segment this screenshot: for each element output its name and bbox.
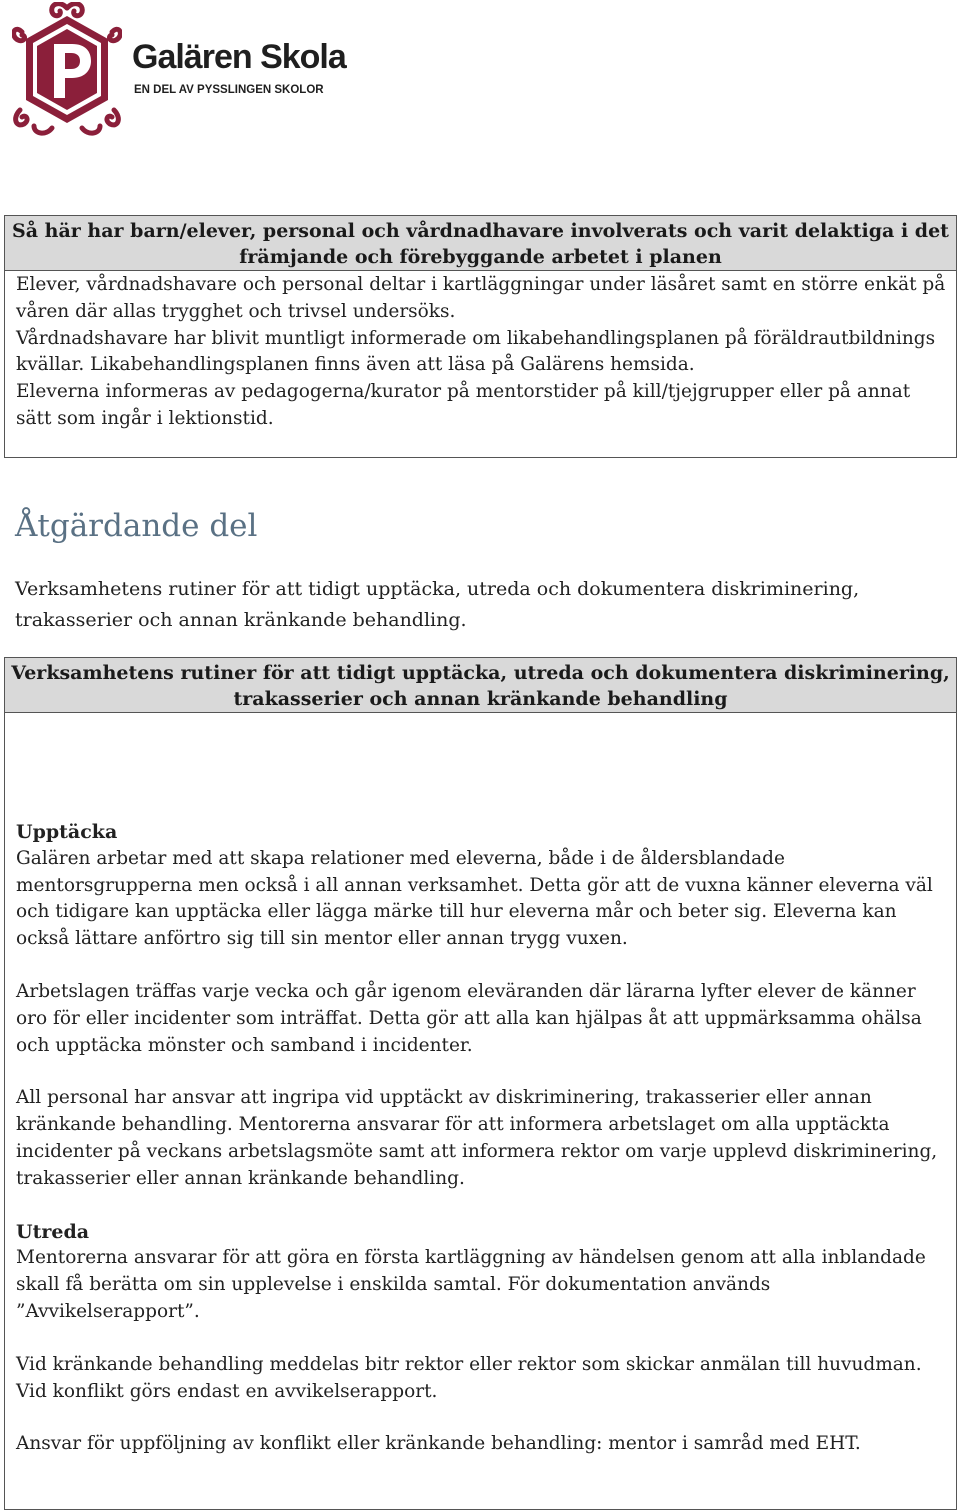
involvement-box-body: [5, 271, 956, 433]
upptacka-paragraph: Arbetslagen träffas varje vecka och går igenom eleväranden där lärarna lyfter elever de känner oro för eller incidenter som inträffat. Detta gör att alla kan hjälpas åt att uppmärksamma ohälsa och upptäcka mönster och samband i incidenter.: [16, 980, 922, 1056]
involvement-box: [4, 215, 957, 458]
involvement-box-header: Så här har barn/elever, personal och vårdnadhavare involverats och varit delaktiga i det främjande och förebyggande arbetet i planen: [5, 216, 956, 271]
utreda-paragraph: Ansvar för uppföljning av konflikt eller kränkande behandling: mentor i samråd med EHT.: [16, 1433, 861, 1455]
routines-box: [4, 657, 957, 1510]
school-tagline: EN DEL AV PYSSLINGEN SKOLOR: [134, 84, 324, 96]
school-emblem-icon: [12, 2, 122, 137]
utreda-heading: Utreda: [16, 1220, 90, 1243]
routines-box-header: Verksamhetens rutiner för att tidigt upptäcka, utreda och dokumentera diskriminering, trakasserier och annan kränkande behandling: [5, 658, 956, 713]
school-name: Galären Skola: [132, 38, 346, 76]
section-heading: Åtgärdande del: [15, 508, 258, 544]
upptacka-paragraph: All personal har ansvar att ingripa vid upptäckt av diskriminering, trakasserier eller annan kränkande behandling. Mentorerna ansvarar för att informera arbetslaget om alla upptäckta incidenter på veckans arbetslagsmöte samt att informera rektor om varje upplevd diskriminering, trakasserier eller annan kränkande behandling.: [16, 1087, 938, 1189]
upptacka-heading: Upptäcka: [16, 821, 118, 843]
upptacka-paragraph: Galären arbetar med att skapa relationer med eleverna, både i de åldersblandade mentorsgrupperna men också i all annan verksamhet. Detta gör att de vuxna känner eleverna väl och tidigare kan upptäcka eller lägga märke till hur eleverna mår och beter sig. Eleverna kan också lättare anförtro sig till sin mentor eller annan trygg vuxen.: [16, 847, 933, 950]
involvement-line: Vårdnadshavare har blivit muntligt informerade om likabehandlingsplanen på föräldrautbildnings kvällar. Likabehandlingsplanen finns även att läsa på Galärens hemsida.: [16, 327, 936, 376]
school-logo: [12, 2, 372, 140]
utreda-paragraph: Vid kränkande behandling meddelas bitr rektor eller rektor som skickar anmälan till huvudman. Vid konflikt görs endast en avvikelserapport.: [16, 1353, 922, 1402]
routines-box-body: [5, 713, 956, 1458]
involvement-line: Elever, vårdnadshavare och personal deltar i kartläggningar under läsåret samt en större enkät på våren där allas trygghet och trivsel undersöks.: [16, 274, 946, 322]
utreda-paragraph: Mentorerna ansvarar för att göra en första kartläggning av händelsen genom att alla inblandade skall få berätta om sin upplevelse i enskilda samtal. För dokumentation används ”Avvikelserapport”.: [16, 1247, 926, 1322]
section-intro: Verksamhetens rutiner för att tidigt upptäcka, utreda och dokumentera diskriminering, trakasserier och annan kränkande behandling.: [15, 578, 860, 631]
involvement-line: Eleverna informeras av pedagogerna/kurator på mentorstider på kill/tjejgrupper eller på annat sätt som ingår i lektionstid.: [16, 381, 911, 429]
